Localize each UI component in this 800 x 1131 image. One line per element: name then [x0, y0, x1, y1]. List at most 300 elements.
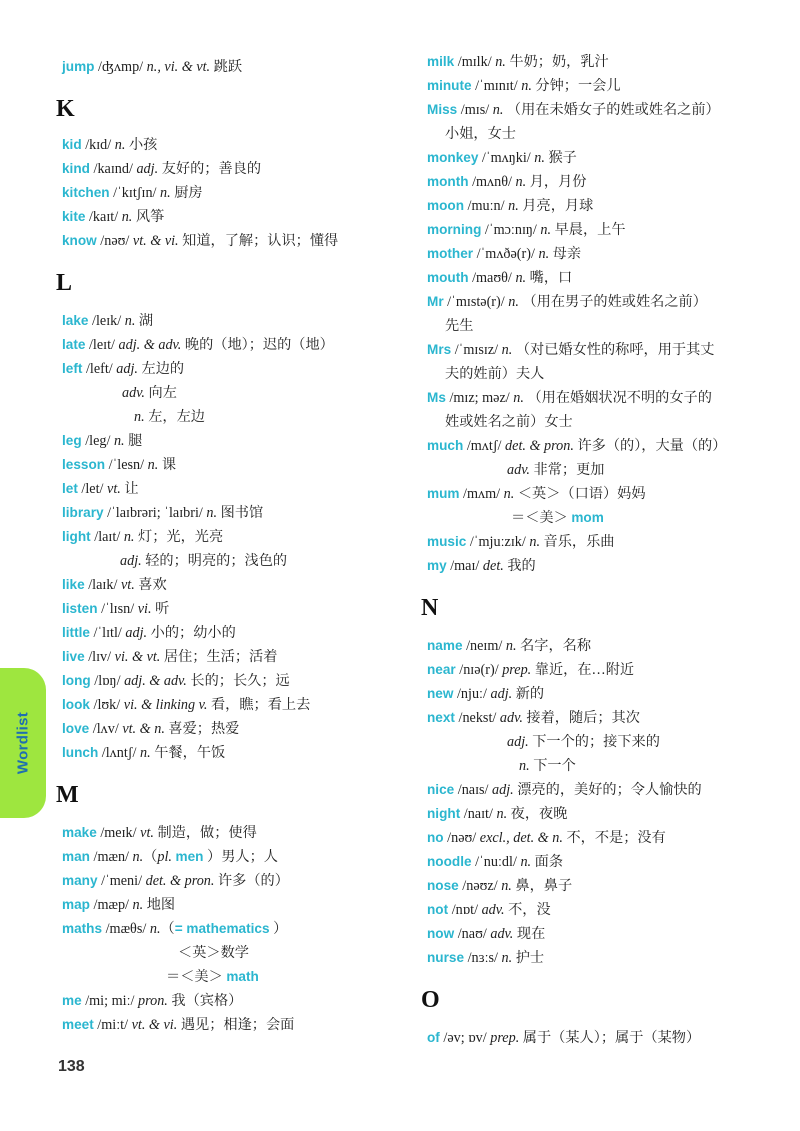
phonetic: /ˈlɪtl/ — [89, 625, 126, 641]
headword[interactable]: monkey — [427, 150, 479, 165]
headword[interactable]: next — [427, 710, 455, 725]
entry-continuation — [445, 362, 544, 386]
headword[interactable]: mouth — [427, 270, 469, 285]
word-entry — [62, 869, 289, 893]
headword[interactable]: month — [427, 174, 469, 189]
definition-text: 图书馆 — [217, 505, 264, 521]
headword[interactable]: of — [427, 1030, 440, 1045]
entry-continuation — [519, 754, 576, 778]
page-number: 138 — [58, 1058, 85, 1075]
headword[interactable]: night — [427, 806, 461, 821]
part-of-speech: n. — [134, 409, 145, 425]
word-entry — [427, 802, 567, 826]
headword[interactable]: kite — [62, 209, 86, 224]
definition-text: 制造，做；使得 — [153, 825, 257, 841]
phonetic: /ˈmʌðə(r)/ — [473, 246, 539, 262]
word-entry — [427, 194, 593, 218]
part-of-speech: pron. — [138, 993, 168, 1009]
part-of-speech: prep. — [490, 1030, 520, 1046]
word-entry — [427, 386, 712, 410]
definition-text: 午餐，午饭 — [150, 745, 226, 761]
definition-text: 猴子 — [544, 150, 577, 166]
word-entry — [427, 290, 707, 314]
part-of-speech: adj. — [507, 734, 529, 750]
headword[interactable]: long — [62, 673, 91, 688]
definition-text: 晚的（地）；迟的（地） — [181, 337, 334, 353]
definition-text: 小孩 — [125, 137, 158, 153]
headword[interactable]: noodle — [427, 854, 472, 869]
headword[interactable]: music — [427, 534, 467, 549]
phonetic: /left/ — [82, 361, 117, 377]
entry-continuation — [122, 381, 177, 405]
part-of-speech: n. — [534, 150, 545, 166]
part-of-speech: n. — [132, 849, 144, 865]
phonetic: /mi; miː/ — [81, 993, 139, 1009]
part-of-speech: adv. — [499, 710, 523, 726]
phonetic: /kaɪnd/ — [89, 161, 137, 177]
headword[interactable]: like — [62, 577, 85, 592]
word-entry — [427, 898, 551, 922]
definition-text: 课 — [158, 457, 177, 473]
definition-text: 夜，夜晚 — [507, 806, 568, 822]
definition-text: 腿 — [124, 433, 143, 449]
word-entry — [62, 741, 225, 765]
phonetic: /ˈlesn/ — [105, 457, 148, 473]
part-of-speech: n. — [503, 486, 515, 502]
part-of-speech: n. — [501, 878, 512, 894]
phonetic: /mʌnθ/ — [468, 174, 516, 190]
phonetic: /nɜːs/ — [464, 950, 502, 966]
definition-text: （用在男子的姓或姓名之前） — [518, 294, 707, 310]
definition-text: 厨房 — [170, 185, 203, 201]
headword[interactable]: man — [62, 849, 90, 864]
definition-text: ＝＜美＞ — [511, 510, 572, 526]
cross-reference[interactable]: mom — [571, 510, 604, 525]
part-of-speech: n. — [113, 433, 125, 449]
definition-text: 牛奶；奶，乳汁 — [505, 54, 609, 70]
word-entry — [62, 597, 169, 621]
part-of-speech: vi. & linking v. — [123, 697, 208, 713]
cross-reference[interactable]: = mathematics — [174, 921, 270, 936]
entry-continuation — [120, 549, 287, 573]
definition-text: 让 — [120, 481, 139, 497]
phonetic: /ˈmɪnɪt/ — [471, 78, 522, 94]
definition-text: 跳跃 — [210, 59, 243, 75]
wordlist-tab-label: Wordlist — [14, 711, 32, 775]
definition-text: 小的；幼小的 — [147, 625, 236, 641]
part-of-speech: n. — [121, 209, 133, 225]
word-entry — [427, 682, 544, 706]
phonetic: /lʊk/ — [89, 697, 124, 713]
part-of-speech: adj. — [116, 361, 138, 377]
word-entry — [427, 338, 714, 362]
part-of-speech: n. — [496, 806, 508, 822]
entry-continuation — [507, 730, 660, 754]
part-of-speech: n. — [521, 78, 532, 94]
headword[interactable]: Mr — [427, 294, 444, 309]
headword[interactable]: kind — [62, 161, 90, 176]
definition-text: 喜爱；热爱 — [164, 721, 240, 737]
definition-text: 漂亮的，美好的；令人愉快的 — [513, 782, 702, 798]
phonetic: /meɪk/ — [96, 825, 141, 841]
headword[interactable]: new — [427, 686, 454, 701]
headword[interactable]: not — [427, 902, 449, 917]
headword[interactable]: now — [427, 926, 455, 941]
headword[interactable]: mother — [427, 246, 474, 261]
definition-text: 新的 — [512, 686, 545, 702]
word-entry — [62, 157, 261, 181]
headword[interactable]: near — [427, 662, 456, 677]
headword[interactable]: lesson — [62, 457, 106, 472]
definition-text: 月，月份 — [526, 174, 587, 190]
part-of-speech: n. — [206, 505, 218, 521]
definition-text: 面条 — [531, 854, 564, 870]
definition-text: （用在婚姻状况不明的女子的 — [523, 390, 712, 406]
definition-text: 地图 — [143, 897, 176, 913]
phonetic: /nɪə(r)/ — [455, 662, 503, 678]
phonetic: /lɒŋ/ — [90, 673, 125, 689]
entry-continuation — [507, 458, 604, 482]
headword[interactable]: lunch — [62, 745, 99, 760]
phonetic: /lʌv/ — [89, 721, 123, 737]
definition-text: 喜欢 — [134, 577, 167, 593]
part-of-speech: det. & pron. — [145, 873, 215, 889]
word-entry — [427, 826, 666, 850]
headword[interactable]: make — [62, 825, 97, 840]
phonetic: /ˈnuːdl/ — [471, 854, 521, 870]
part-of-speech: adj. & adv. — [118, 337, 182, 353]
section-letter-k: K — [56, 96, 75, 122]
part-of-speech: vt. — [107, 481, 121, 497]
definition-text: 下一个 — [529, 758, 576, 774]
phonetic: /mɪs/ — [457, 102, 493, 118]
headword[interactable]: morning — [427, 222, 482, 237]
definition-text: 我（宾格） — [167, 993, 243, 1009]
part-of-speech: n. — [501, 342, 513, 358]
definition-text: 左，左边 — [144, 409, 205, 425]
definition-text: 向左 — [144, 385, 177, 401]
word-entry — [62, 621, 236, 645]
phonetic: /kaɪt/ — [85, 209, 122, 225]
part-of-speech: pl. — [157, 849, 172, 865]
word-entry — [427, 850, 563, 874]
headword[interactable]: let — [62, 481, 78, 496]
phonetic: /muːn/ — [464, 198, 509, 214]
headword[interactable]: live — [62, 649, 85, 664]
part-of-speech: n. — [538, 246, 550, 262]
phonetic: /miːt/ — [93, 1017, 132, 1033]
word-entry — [427, 778, 702, 802]
phonetic: /lʌntʃ/ — [98, 745, 141, 761]
part-of-speech: adj. — [120, 553, 142, 569]
definition-text: ＜英＞（口语）妈妈 — [514, 486, 646, 502]
part-of-speech: vt. — [140, 825, 154, 841]
phonetic: /ˈmɪstə(r)/ — [443, 294, 509, 310]
headword[interactable]: Miss — [427, 102, 458, 117]
definition-text: （ — [143, 849, 158, 865]
entry-continuation — [445, 314, 473, 338]
part-of-speech: vt. & vi. — [131, 1017, 178, 1033]
part-of-speech: n. — [147, 457, 159, 473]
part-of-speech: adj. & adv. — [124, 673, 187, 689]
word-entry — [62, 525, 223, 549]
part-of-speech: adv. — [507, 462, 530, 478]
part-of-speech: adj. — [136, 161, 159, 177]
definition-text: 轻的；明亮的；浅色的 — [141, 553, 288, 569]
phonetic: /leg/ — [81, 433, 114, 449]
headword[interactable]: moon — [427, 198, 464, 213]
part-of-speech: n. — [513, 390, 524, 406]
word-entry — [62, 989, 242, 1013]
word-entry — [62, 133, 157, 157]
definition-text: 夫的姓前）夫人 — [445, 366, 545, 382]
headword[interactable]: my — [427, 558, 447, 573]
section-letter-o: O — [421, 987, 440, 1013]
word-entry — [62, 229, 338, 253]
part-of-speech: vi. & vt. — [114, 649, 161, 665]
cross-reference[interactable]: men — [175, 849, 204, 864]
headword[interactable]: minute — [427, 78, 472, 93]
definition-text: 看，瞧；看上去 — [207, 697, 311, 713]
definition-text: 小姐，女士 — [445, 126, 516, 142]
section-letter-l: L — [56, 270, 73, 296]
phonetic: /mæθs/ — [102, 921, 150, 937]
part-of-speech: adj. — [492, 782, 514, 798]
phonetic: /mɪz; məz/ — [445, 390, 514, 406]
phonetic: /maʊθ/ — [468, 270, 516, 286]
phonetic: /laɪk/ — [84, 577, 121, 593]
headword[interactable]: library — [62, 505, 104, 520]
definition-text: ） — [269, 921, 288, 937]
part-of-speech: vt. & vi. — [132, 233, 179, 249]
definition-text: 我的 — [503, 558, 536, 574]
headword[interactable]: lake — [62, 313, 89, 328]
entry-continuation — [511, 506, 604, 530]
word-entry — [62, 181, 203, 205]
cross-reference[interactable]: math — [226, 969, 259, 984]
headword[interactable]: many — [62, 873, 98, 888]
entry-continuation — [134, 405, 205, 429]
phonetic: /kɪd/ — [81, 137, 115, 153]
phonetic: /mæp/ — [89, 897, 133, 913]
headword[interactable]: little — [62, 625, 90, 640]
definition-text: 早晨，上午 — [551, 222, 626, 238]
headword[interactable]: meet — [62, 1017, 94, 1032]
headword[interactable]: much — [427, 438, 464, 453]
headword[interactable]: jump — [62, 59, 95, 74]
word-entry — [62, 717, 239, 741]
entry-continuation — [166, 965, 259, 989]
phonetic: /ˈmɔːnɪŋ/ — [481, 222, 541, 238]
word-entry — [62, 669, 290, 693]
word-entry — [427, 218, 626, 242]
word-entry — [427, 74, 621, 98]
part-of-speech: n. — [124, 313, 136, 329]
definition-text: 不，不是；没有 — [562, 830, 666, 846]
part-of-speech: vt. — [120, 577, 135, 593]
headword[interactable]: look — [62, 697, 90, 712]
entry-continuation — [445, 122, 516, 146]
definition-text: 分钟；一会儿 — [531, 78, 621, 94]
definition-text: 知道，了解；认识；懂得 — [178, 233, 339, 249]
headword[interactable]: maths — [62, 921, 103, 936]
phonetic: /lɪv/ — [84, 649, 115, 665]
definition-text: 姓或姓名之前）女士 — [445, 414, 573, 430]
word-entry — [427, 634, 591, 658]
headword[interactable]: light — [62, 529, 91, 544]
phonetic: /ˈlɪsn/ — [97, 601, 138, 617]
word-entry — [62, 501, 263, 525]
word-entry — [427, 706, 640, 730]
phonetic: /ˈlaɪbrəri; ˈlaɪbri/ — [103, 505, 207, 521]
headword[interactable]: Mrs — [427, 342, 452, 357]
part-of-speech: prep. — [502, 662, 532, 678]
phonetic: /ˈmjuːzɪk/ — [466, 534, 530, 550]
headword[interactable]: love — [62, 721, 90, 736]
word-entry — [62, 333, 334, 357]
definition-text: 下一个的；接下来的 — [528, 734, 660, 750]
word-entry — [427, 266, 572, 290]
phonetic: /mʌtʃ/ — [463, 438, 506, 454]
phonetic: /ˈmʌŋki/ — [478, 150, 535, 166]
phonetic: /nəʊz/ — [458, 878, 502, 894]
word-entry — [62, 693, 310, 717]
headword[interactable]: map — [62, 897, 90, 912]
phonetic: /əv; ɒv/ — [439, 1030, 491, 1046]
definition-text: 属于（某人）；属于（某物） — [519, 1030, 701, 1046]
part-of-speech: n., vi. & vt. — [146, 59, 211, 75]
phonetic: /let/ — [77, 481, 108, 497]
definition-text: ＝＜美＞ — [166, 969, 227, 985]
headword[interactable]: nurse — [427, 950, 465, 965]
word-entry — [427, 554, 536, 578]
headword[interactable]: milk — [427, 54, 455, 69]
definition-text: （对已婚女性的称呼，用于其丈 — [512, 342, 715, 358]
headword[interactable]: know — [62, 233, 97, 248]
headword[interactable]: me — [62, 993, 82, 1008]
part-of-speech: n. — [515, 270, 527, 286]
word-entry — [427, 946, 544, 970]
word-entry — [427, 50, 609, 74]
word-entry — [427, 874, 572, 898]
word-entry — [62, 55, 242, 79]
word-entry — [62, 205, 164, 229]
word-entry — [427, 482, 646, 506]
definition-text: ＜英＞数学 — [178, 945, 249, 961]
headword[interactable]: name — [427, 638, 463, 653]
part-of-speech: n. — [140, 745, 151, 761]
part-of-speech: n. — [505, 638, 517, 654]
definition-text: 左边的 — [137, 361, 185, 377]
definition-text: 母亲 — [549, 246, 582, 262]
definition-text: （用在未婚女子的姓或姓名之前） — [503, 102, 720, 118]
phonetic: /ˈkɪtʃɪn/ — [109, 185, 161, 201]
section-letter-n: N — [421, 595, 439, 621]
definition-text: ）男人；人 — [203, 849, 278, 865]
phonetic: /naʊ/ — [454, 926, 491, 942]
headword[interactable]: left — [62, 361, 83, 376]
definition-text: 居住；生活；活着 — [160, 649, 278, 665]
part-of-speech: n. — [492, 102, 504, 118]
headword[interactable]: no — [427, 830, 444, 845]
phonetic: /nekst/ — [454, 710, 500, 726]
definition-text: 湖 — [135, 313, 154, 329]
part-of-speech: adv. — [122, 385, 145, 401]
word-entry — [62, 573, 167, 597]
definition-text: 灯；光，光亮 — [134, 529, 224, 545]
headword[interactable]: Ms — [427, 390, 446, 405]
definition-text: 接着，随后；其次 — [522, 710, 640, 726]
word-entry — [62, 917, 287, 941]
part-of-speech: n. — [123, 529, 135, 545]
section-letter-m: M — [56, 782, 79, 808]
word-entry — [62, 821, 257, 845]
headword[interactable]: kitchen — [62, 185, 110, 200]
phonetic: /leɪk/ — [88, 313, 125, 329]
definition-text: 许多（的），大量（的） — [573, 438, 727, 454]
entry-continuation — [445, 410, 573, 434]
part-of-speech: adv. — [481, 902, 505, 918]
part-of-speech: det. — [482, 558, 504, 574]
word-entry — [427, 1026, 700, 1050]
part-of-speech: adj. — [490, 686, 513, 702]
definition-text: 嘴，口 — [526, 270, 573, 286]
definition-text: 长的；长久；远 — [186, 673, 290, 689]
headword[interactable]: kid — [62, 137, 82, 152]
word-entry — [62, 429, 142, 453]
phonetic: /maɪ/ — [446, 558, 483, 574]
word-entry — [62, 1013, 294, 1037]
phonetic: /neɪm/ — [462, 638, 506, 654]
headword[interactable]: mum — [427, 486, 460, 501]
definition-text: 遇见；相逢；会面 — [177, 1017, 295, 1033]
definition-text: 月亮，月球 — [518, 198, 594, 214]
definition-text: 听 — [151, 601, 170, 617]
phonetic: /mʌm/ — [459, 486, 504, 502]
headword[interactable]: nice — [427, 782, 455, 797]
phonetic: /njuː/ — [453, 686, 491, 702]
headword[interactable]: late — [62, 337, 86, 352]
word-entry — [62, 845, 278, 869]
definition-text: 非常；更加 — [529, 462, 605, 478]
phonetic: /ˈmeni/ — [97, 873, 146, 889]
phonetic: /nəʊ/ — [443, 830, 480, 846]
word-entry — [62, 893, 175, 917]
word-entry — [427, 98, 720, 122]
part-of-speech: excl., det. & n. — [479, 830, 563, 846]
word-entry — [62, 477, 139, 501]
word-entry — [427, 146, 577, 170]
phonetic: /mæn/ — [89, 849, 133, 865]
word-entry — [62, 645, 277, 669]
phonetic: /mɪlk/ — [454, 54, 496, 70]
part-of-speech: n. — [114, 137, 126, 153]
part-of-speech: n. — [508, 198, 519, 214]
word-entry — [62, 309, 153, 333]
headword[interactable]: nose — [427, 878, 459, 893]
part-of-speech: n. — [160, 185, 171, 201]
headword[interactable]: listen — [62, 601, 98, 616]
word-entry — [427, 658, 634, 682]
phonetic: /ˈmɪsɪz/ — [451, 342, 502, 358]
part-of-speech: n. — [529, 534, 540, 550]
headword[interactable]: leg — [62, 433, 82, 448]
word-entry — [427, 922, 545, 946]
definition-text: 不，没 — [504, 902, 551, 918]
entry-continuation — [178, 941, 249, 965]
part-of-speech: n. — [495, 54, 506, 70]
definition-text: 先生 — [445, 318, 474, 334]
